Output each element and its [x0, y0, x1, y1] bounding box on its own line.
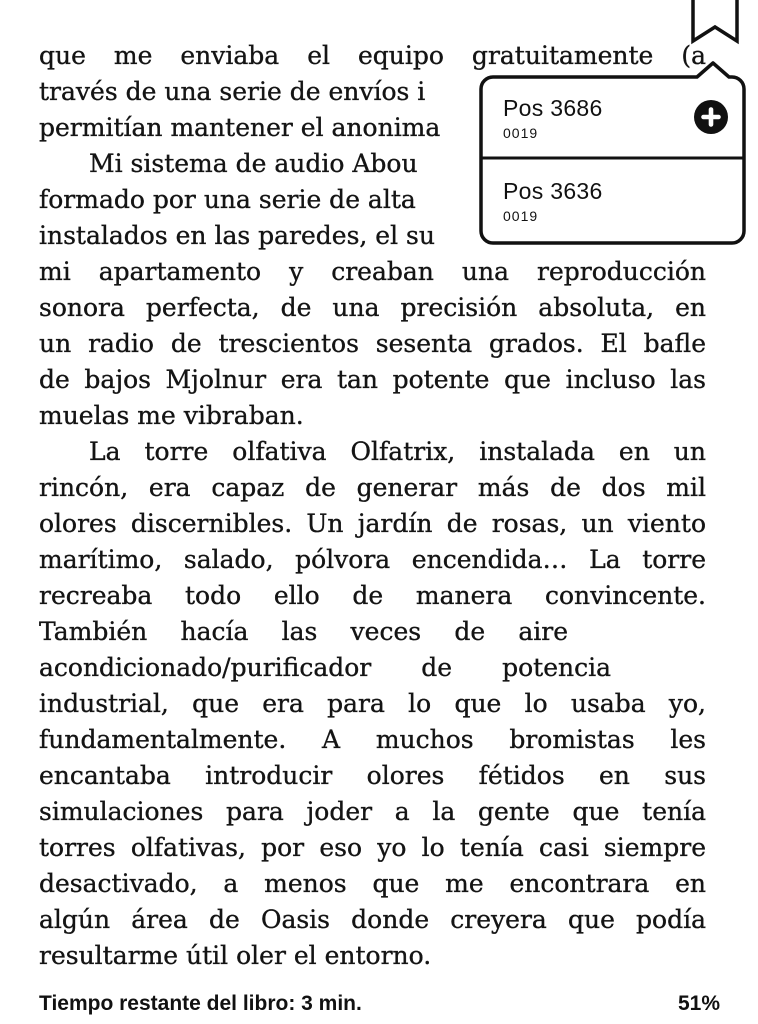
bookmark-position: Pos 3686 [503, 95, 603, 122]
text-line: rincón, era capaz de generar más de dos mil [39, 473, 706, 502]
text-line: desactivado, a menos que me encontrara en [39, 869, 706, 898]
text-line: algún área de Oasis donde creyera que podía [39, 905, 706, 934]
bookmark-popup [481, 63, 744, 243]
text-line: torres olfativas, por eso yo lo tenía casi siempre [39, 833, 706, 862]
plus-icon [694, 122, 728, 137]
text-line: un radio de trescientos sesenta grados. El bafle [39, 329, 706, 358]
text-line: industrial, que era para lo que lo usaba yo, [39, 689, 706, 718]
text-line: simulaciones para joder a la gente que tenía [39, 797, 706, 826]
bookmark-position: Pos 3636 [503, 178, 603, 205]
text-line: olores discernibles. Un jardín de rosas, un viento [39, 509, 706, 538]
text-line: recreaba todo ello de manera convincente. [39, 581, 706, 610]
text-line: instalados en las paredes, el su [39, 221, 435, 250]
bookmark-section: 0019 [503, 124, 539, 141]
progress-percent: 51% [677, 992, 720, 1015]
text-line: permitían mantener el anonima [39, 113, 441, 142]
text-line: través de una serie de envíos i [39, 77, 426, 106]
text-line: muelas me vibraban. [39, 401, 304, 430]
time-remaining-label: Tiempo restante del libro: 3 min. [39, 992, 362, 1015]
text-line: mi apartamento y creaban una reproducción [39, 257, 706, 286]
text-line: sonora perfecta, de una precisión absoluta, en [39, 293, 706, 322]
add-bookmark-button[interactable] [694, 100, 728, 134]
text-line: encantaba introducir olores fétidos en sus [39, 761, 706, 790]
bookmark-ribbon-icon[interactable] [691, 0, 739, 48]
text-line: formado por una serie de alta [39, 185, 416, 214]
bookmark-section: 0019 [503, 207, 539, 224]
text-line: marítimo, salado, pólvora encendida… La torre [39, 545, 706, 574]
text-line: Mi sistema de audio Abou [89, 149, 418, 178]
text-line: de bajos Mjolnur era tan potente que incluso las [39, 365, 706, 394]
bookmark-entry[interactable] [481, 158, 744, 243]
text-line: que me enviaba el equipo gratuitamente (a [39, 41, 706, 70]
text-line: También hacía las veces de aire [39, 617, 568, 646]
text-line: fundamentalmente. A muchos bromistas les [39, 725, 706, 754]
text-line: resultarme útil oler el entorno. [39, 941, 432, 970]
text-line: acondicionado/purificador de potencia [39, 653, 611, 682]
reader-footer [39, 992, 720, 1016]
text-line: La torre olfativa Olfatrix, instalada en un [89, 437, 706, 466]
